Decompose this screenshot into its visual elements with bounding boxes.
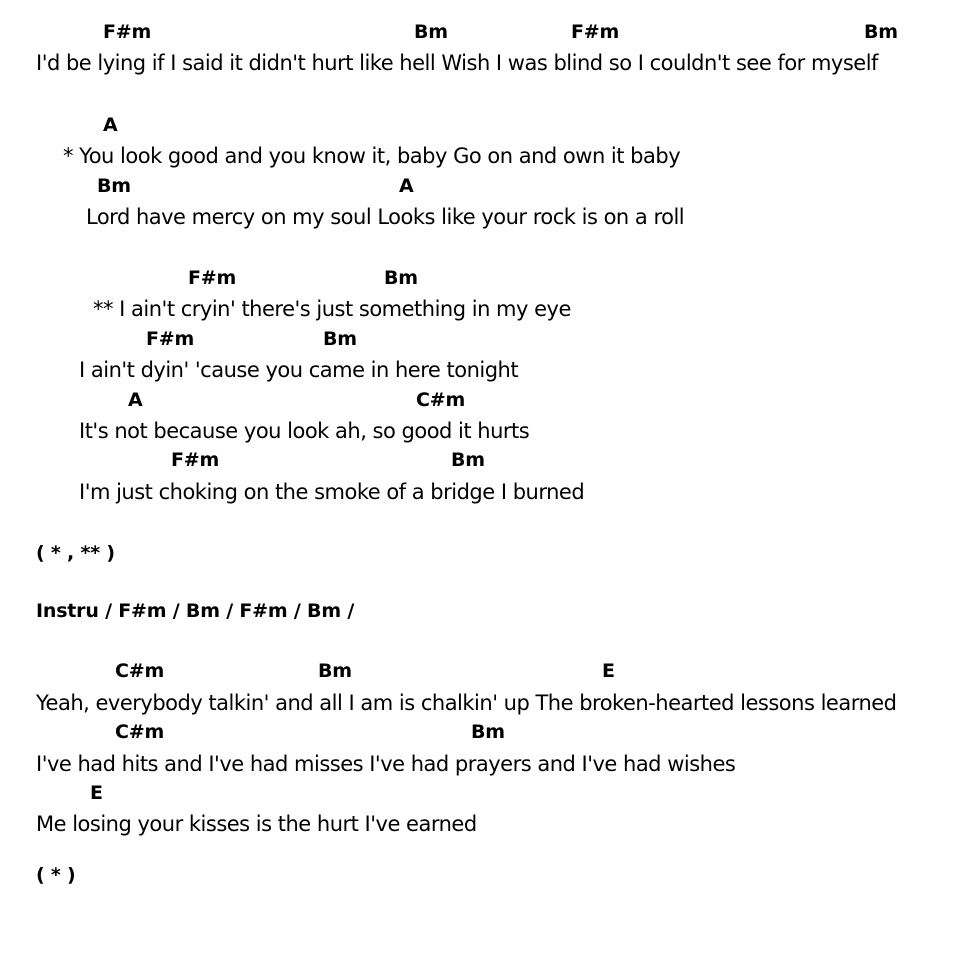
chord: F#m xyxy=(188,267,237,289)
repeat-marker: ( * ) xyxy=(36,864,76,886)
lyric-line: Me losing your kisses is the hurt I've earned xyxy=(36,812,477,836)
chord: F#m xyxy=(146,328,195,350)
chord: A xyxy=(103,114,118,136)
lyric-line: I'd be lying if I said it didn't hurt like hell Wish I was blind so I couldn't see for myself xyxy=(36,51,878,75)
chord: A xyxy=(399,175,414,197)
chord: E xyxy=(602,660,615,682)
lyric-line: I'm just choking on the smoke of a bridge I burned xyxy=(79,480,585,504)
chord: F#m xyxy=(103,21,152,43)
lyric-line: ** I ain't cryin' there's just something in my eye xyxy=(93,297,571,321)
lyric-line: Yeah, everybody talkin' and all I am is chalkin' up The broken-hearted lessons learned xyxy=(36,691,897,715)
lyric-line: Lord have mercy on my soul Looks like your rock is on a roll xyxy=(86,205,685,229)
chord: Bm xyxy=(471,721,505,743)
lyric-line: I ain't dyin' 'cause you came in here tonight xyxy=(79,358,519,382)
lyric-line: I've had hits and I've had misses I've had prayers and I've had wishes xyxy=(36,752,736,776)
chord: C#m xyxy=(115,660,165,682)
chord: Bm xyxy=(414,21,448,43)
chord: Bm xyxy=(384,267,418,289)
chord: F#m xyxy=(571,21,620,43)
chord: F#m xyxy=(171,449,220,471)
chord: C#m xyxy=(115,721,165,743)
chord: A xyxy=(128,389,143,411)
repeat-marker: ( * , ** ) xyxy=(36,542,115,564)
lyric-line: * You look good and you know it, baby Go on and own it baby xyxy=(63,144,681,168)
chord: Bm xyxy=(451,449,485,471)
chord: Bm xyxy=(318,660,352,682)
lyric-line: It's not because you look ah, so good it hurts xyxy=(79,419,530,443)
chord: Bm xyxy=(97,175,131,197)
instrumental-line: Instru / F#m / Bm / F#m / Bm / xyxy=(36,600,355,622)
chord: Bm xyxy=(864,21,898,43)
chord: C#m xyxy=(416,389,466,411)
chord: Bm xyxy=(323,328,357,350)
chord: E xyxy=(90,782,103,804)
